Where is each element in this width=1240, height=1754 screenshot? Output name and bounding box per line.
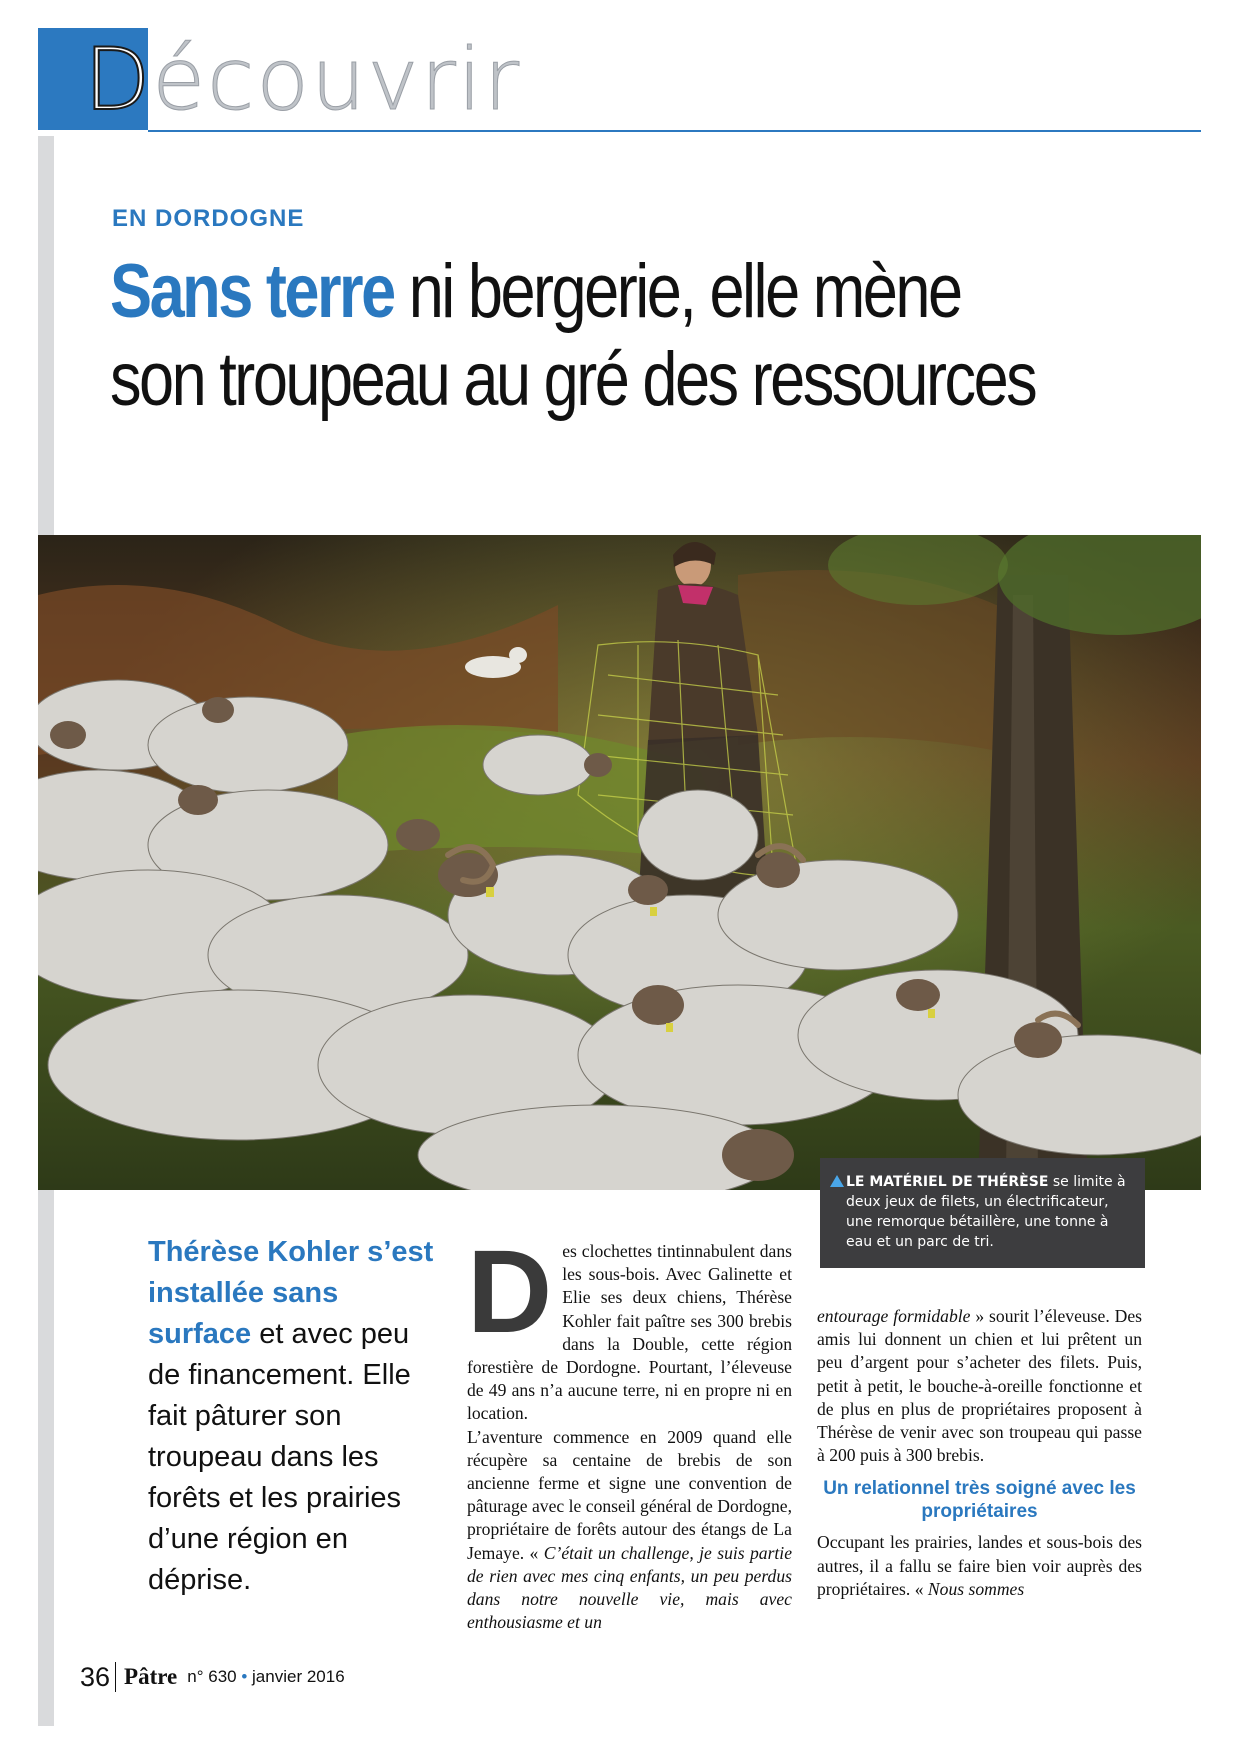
body-paragraph-3-start: Occupant les prairies, landes et sous-bois des autres, il a fallu se faire bien voir auprès des propriétaires. « <box>817 1532 1142 1599</box>
headline <box>110 248 1036 424</box>
body-paragraph-2 <box>467 1426 792 1635</box>
body-paragraph-2-quote: C’était un challenge, je suis partie de rien avec mes cinq enfants, un peu perdus dans notre nouvelle vie, mais avec enthousiasme et un <box>467 1542 793 1633</box>
section-title-rest: écouvrir <box>152 30 522 130</box>
dropcap: D <box>467 1226 553 1358</box>
standfirst-text: et avec peu de financement. Elle fait pâturer son troupeau dans les forêts et les prairies d’une région en déprise. <box>148 1318 411 1596</box>
section-title <box>84 30 521 130</box>
section-rule <box>148 130 1201 132</box>
footer-divider <box>115 1662 116 1692</box>
body-paragraph-1: es clochettes tintinnabulent dans les sous-bois. Avec Galinette et Elie ses deux chiens, Thérèse Kohler fait paître ses 300 brebis dans la Double, cette région forestière de Dordogne. Pourtant, l’éleveuse de 49 ans n’a aucune terre, ni en propre ni en location. <box>467 1241 792 1424</box>
headline-line-1 <box>110 248 1015 336</box>
headline-line-1-rest: ni bergerie, elle mène <box>393 249 961 334</box>
kicker: EN DORDOGNE <box>112 205 305 232</box>
body-subhead: Un relationnel très soigné avec les propriétaires <box>823 1478 1136 1523</box>
caption-triangle-icon <box>830 1175 844 1187</box>
issue-number: n° 630 <box>187 1667 237 1686</box>
caption-text: se limite à deux jeux de filets, un électrificateur, une remorque bétaillère, une tonne à eau et un parc de tri. <box>846 1174 1126 1250</box>
body-column-1 <box>467 1226 793 1634</box>
magazine-name: Pâtre <box>124 1664 178 1689</box>
caption-lead: LE MATÉRIEL DE THÉRÈSE <box>846 1174 1049 1190</box>
body-paragraph-2-continued <box>817 1305 1142 1467</box>
issue-date: janvier 2016 <box>252 1667 345 1686</box>
body-paragraph-3-quote: Nous sommes <box>927 1578 1025 1599</box>
page-number: 36 <box>80 1661 111 1692</box>
body-paragraph-2-quote-continued: entourage formidable <box>817 1306 971 1326</box>
body-paragraph-2-start: L’aventure commence en 2009 quand elle récupère sa centaine de brebis de son ancienne ferme et signe une convention de pâturage avec le conseil général de Dordogne, propriétaire de forêts autour des étangs de La Jemaye. « <box>467 1426 792 1563</box>
body-paragraph-3 <box>817 1531 1142 1601</box>
section-title-initial: D <box>84 30 153 130</box>
sheep-photo <box>38 535 1201 1190</box>
section-header <box>38 28 1201 136</box>
standfirst-lead: Thérèse Kohler s’est installée sans surface <box>148 1236 434 1350</box>
headline-accent: Sans terre <box>110 249 394 334</box>
body-paragraph-2-end-continued: » sourit l’éleveuse. Des amis lui donnent un chien et lui prêtent un peu d’argent pour s’acheter des filets. Puis, petit à petit, le bouche-à-oreille fonctionne et de plus en plus de propriétaires proposent à Thérèse de venir avec son troupeau qui passe à 200 puis à 300 brebis. <box>817 1306 1142 1466</box>
issue-separator: • <box>241 1667 248 1686</box>
body-column-2 <box>817 1305 1142 1601</box>
photo-caption <box>820 1158 1145 1268</box>
page-footer <box>80 1660 345 1694</box>
issue-info <box>187 1667 344 1687</box>
headline-line-2: son troupeau au gré des ressources <box>110 337 1036 422</box>
standfirst <box>148 1232 448 1601</box>
